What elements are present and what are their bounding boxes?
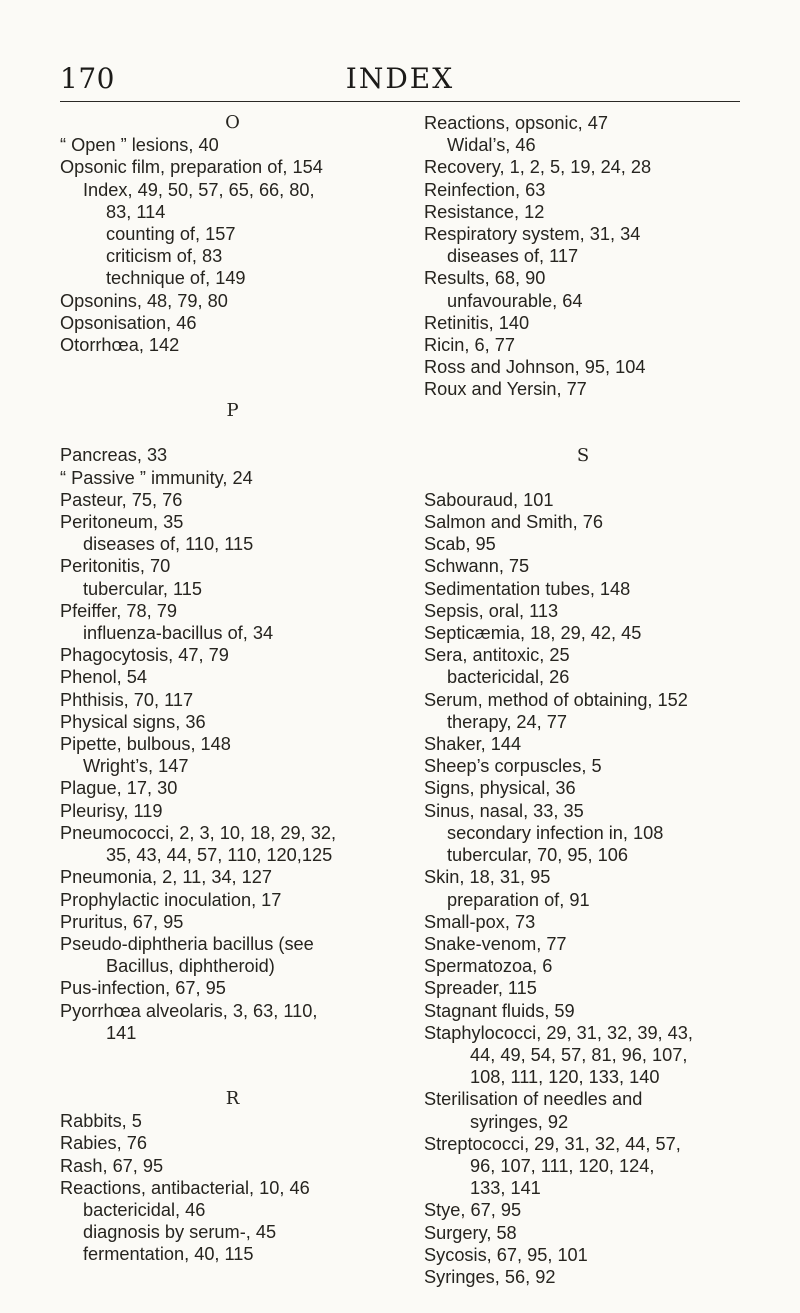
index-subentry: 108, 111, 120, 133, 140 <box>470 1067 660 1088</box>
index-subentry: secondary infection in, 108 <box>447 822 664 843</box>
index-entry: Surgery, 58 <box>424 1222 517 1243</box>
index-subentry: bactericidal, 26 <box>447 667 570 688</box>
spacer <box>60 356 405 400</box>
index-entry: Phagocytosis, 47, 79 <box>60 645 229 666</box>
index-entry: “ Open ” lesions, 40 <box>60 135 219 156</box>
index-entry: Staphylococci, 29, 31, 32, 39, 43, <box>424 1022 693 1043</box>
spacer <box>60 422 405 444</box>
header-rule <box>60 101 740 102</box>
index-column-left <box>60 112 405 1266</box>
index-entry: Rabbits, 5 <box>60 1111 142 1132</box>
index-entry: Salmon and Smith, 76 <box>424 512 603 533</box>
section-letter: S <box>576 444 590 466</box>
index-entry: Snake-venom, 77 <box>424 933 567 954</box>
index-entry: Spermatozoa, 6 <box>424 956 553 977</box>
index-entry: Pfeiffer, 78, 79 <box>60 600 177 621</box>
index-entry: Opsonic film, preparation of, 154 <box>60 157 323 178</box>
index-entry: Reactions, opsonic, 47 <box>424 113 609 133</box>
index-subentry: 44, 49, 54, 57, 81, 96, 107, <box>470 1044 688 1065</box>
index-entry: Otorrhœa, 142 <box>60 335 180 356</box>
index-subentry: 141 <box>106 1022 137 1043</box>
index-entry: Stagnant fluids, 59 <box>424 1000 575 1021</box>
index-subentry: influenza-bacillus of, 34 <box>83 623 274 644</box>
index-entry: Prophylactic inoculation, 17 <box>60 889 282 910</box>
index-entry: Syringes, 56, 92 <box>424 1266 556 1287</box>
index-entry: Sinus, nasal, 33, 35 <box>424 800 584 821</box>
index-entry: Peritonitis, 70 <box>60 556 171 577</box>
spacer <box>424 467 742 489</box>
index-entry: Sepsis, oral, 113 <box>424 600 559 621</box>
index-entry: Scab, 95 <box>424 534 496 555</box>
index-entry: Pipette, bulbous, 148 <box>60 734 231 755</box>
index-entry: Respiratory system, 31, 34 <box>424 224 641 245</box>
index-subentry: fermentation, 40, 115 <box>83 1244 254 1265</box>
index-entry: Pyorrhœa alveolaris, 3, 63, 110, <box>60 1000 318 1021</box>
index-subentry: unfavourable, 64 <box>447 290 583 311</box>
index-entry: Ross and Johnson, 95, 104 <box>424 357 646 378</box>
index-entry: Pancreas, 33 <box>60 445 168 466</box>
index-entry: Plague, 17, 30 <box>60 778 178 799</box>
page-number: 170 <box>60 62 115 95</box>
index-entry: Physical signs, 36 <box>60 711 206 732</box>
index-entry: Sedimentation tubes, 148 <box>424 578 631 599</box>
index-entry: Retinitis, 140 <box>424 312 530 333</box>
index-subentry: Wright’s, 147 <box>83 756 189 777</box>
index-subentry: 35, 43, 44, 57, 110, 120,125 <box>106 845 333 866</box>
index-entry: Septicæmia, 18, 29, 42, 45 <box>424 623 642 644</box>
index-entry: Phthisis, 70, 117 <box>60 689 194 710</box>
index-entry: Resistance, 12 <box>424 201 545 222</box>
index-entry: Ricin, 6, 77 <box>424 335 515 356</box>
index-entry: Signs, physical, 36 <box>424 778 576 799</box>
index-entry: Opsonins, 48, 79, 80 <box>60 290 228 311</box>
index-entry: Roux and Yersin, 77 <box>424 379 587 400</box>
index-subentry: preparation of, 91 <box>447 889 590 910</box>
index-entry: Schwann, 75 <box>424 556 530 577</box>
section-letter: O <box>225 112 240 133</box>
index-entry: Reinfection, 63 <box>424 179 546 200</box>
index-subentry: Bacillus, diphtheroid) <box>106 956 275 977</box>
index-entry: Rabies, 76 <box>60 1133 147 1154</box>
index-subentry: diagnosis by serum-, 45 <box>83 1222 277 1243</box>
page-header <box>60 62 740 102</box>
index-entry: Small-pox, 73 <box>424 911 536 932</box>
index-entry: Pleurisy, 119 <box>60 800 163 821</box>
index-entry: Pneumococci, 2, 3, 10, 18, 29, 32, <box>60 822 337 843</box>
index-entry: Reactions, antibacterial, 10, 46 <box>60 1177 310 1198</box>
index-subentry: 96, 107, 111, 120, 124, <box>470 1155 655 1176</box>
index-entry: Phenol, 54 <box>60 667 147 688</box>
index-subentry: syringes, 92 <box>470 1111 569 1132</box>
index-subentry: diseases of, 117 <box>447 246 579 267</box>
section-letter: R <box>225 1087 240 1109</box>
index-entry: Serum, method of obtaining, 152 <box>424 689 688 710</box>
index-entry: Pneumonia, 2, 11, 34, 127 <box>60 867 273 888</box>
index-subentry: Index, 49, 50, 57, 65, 66, 80, <box>83 179 315 200</box>
index-entry: Rash, 67, 95 <box>60 1155 164 1176</box>
index-entry: Recovery, 1, 2, 5, 19, 24, 28 <box>424 157 652 178</box>
index-entry: Peritoneum, 35 <box>60 512 184 533</box>
running-head: INDEX <box>345 62 455 95</box>
index-subentry: criticism of, 83 <box>106 246 223 267</box>
index-entry: Pruritus, 67, 95 <box>60 911 184 932</box>
index-entry: Sterilisation of needles and <box>424 1089 643 1110</box>
index-entry: Pseudo-diphtheria bacillus (see <box>60 933 314 954</box>
index-entry: Stye, 67, 95 <box>424 1200 522 1221</box>
index-entry: Sera, antitoxic, 25 <box>424 645 570 666</box>
index-entry: Streptococci, 29, 31, 32, 44, 57, <box>424 1133 681 1154</box>
index-subentry: Widal’s, 46 <box>447 135 536 156</box>
spacer <box>424 401 742 445</box>
index-entry: Shaker, 144 <box>424 734 522 755</box>
index-entry: Results, 68, 90 <box>424 268 546 289</box>
spacer <box>60 1044 405 1088</box>
index-subentry: diseases of, 110, 115 <box>83 534 254 555</box>
index-entry: “ Passive ” immunity, 24 <box>60 467 253 488</box>
index-subentry: tubercular, 115 <box>83 578 202 599</box>
section-letter: P <box>226 400 239 422</box>
index-subentry: technique of, 149 <box>106 268 246 289</box>
index-entry: Skin, 18, 31, 95 <box>424 867 551 888</box>
index-subentry: tubercular, 70, 95, 106 <box>447 845 628 866</box>
index-entry: Pasteur, 75, 76 <box>60 489 183 510</box>
index-entry: Pus-infection, 67, 95 <box>60 978 226 999</box>
index-subentry: 133, 141 <box>470 1178 541 1199</box>
index-column-right <box>424 112 742 1288</box>
index-entry: Sycosis, 67, 95, 101 <box>424 1244 588 1265</box>
index-subentry: therapy, 24, 77 <box>447 711 567 732</box>
index-subentry: counting of, 157 <box>106 224 236 245</box>
index-entry: Opsonisation, 46 <box>60 312 197 333</box>
index-entry: Spreader, 115 <box>424 978 537 999</box>
index-entry: Sabouraud, 101 <box>424 489 554 510</box>
index-subentry: 83, 114 <box>106 201 166 222</box>
index-subentry: bactericidal, 46 <box>83 1199 206 1220</box>
index-entry: Sheep’s corpuscles, 5 <box>424 756 602 777</box>
